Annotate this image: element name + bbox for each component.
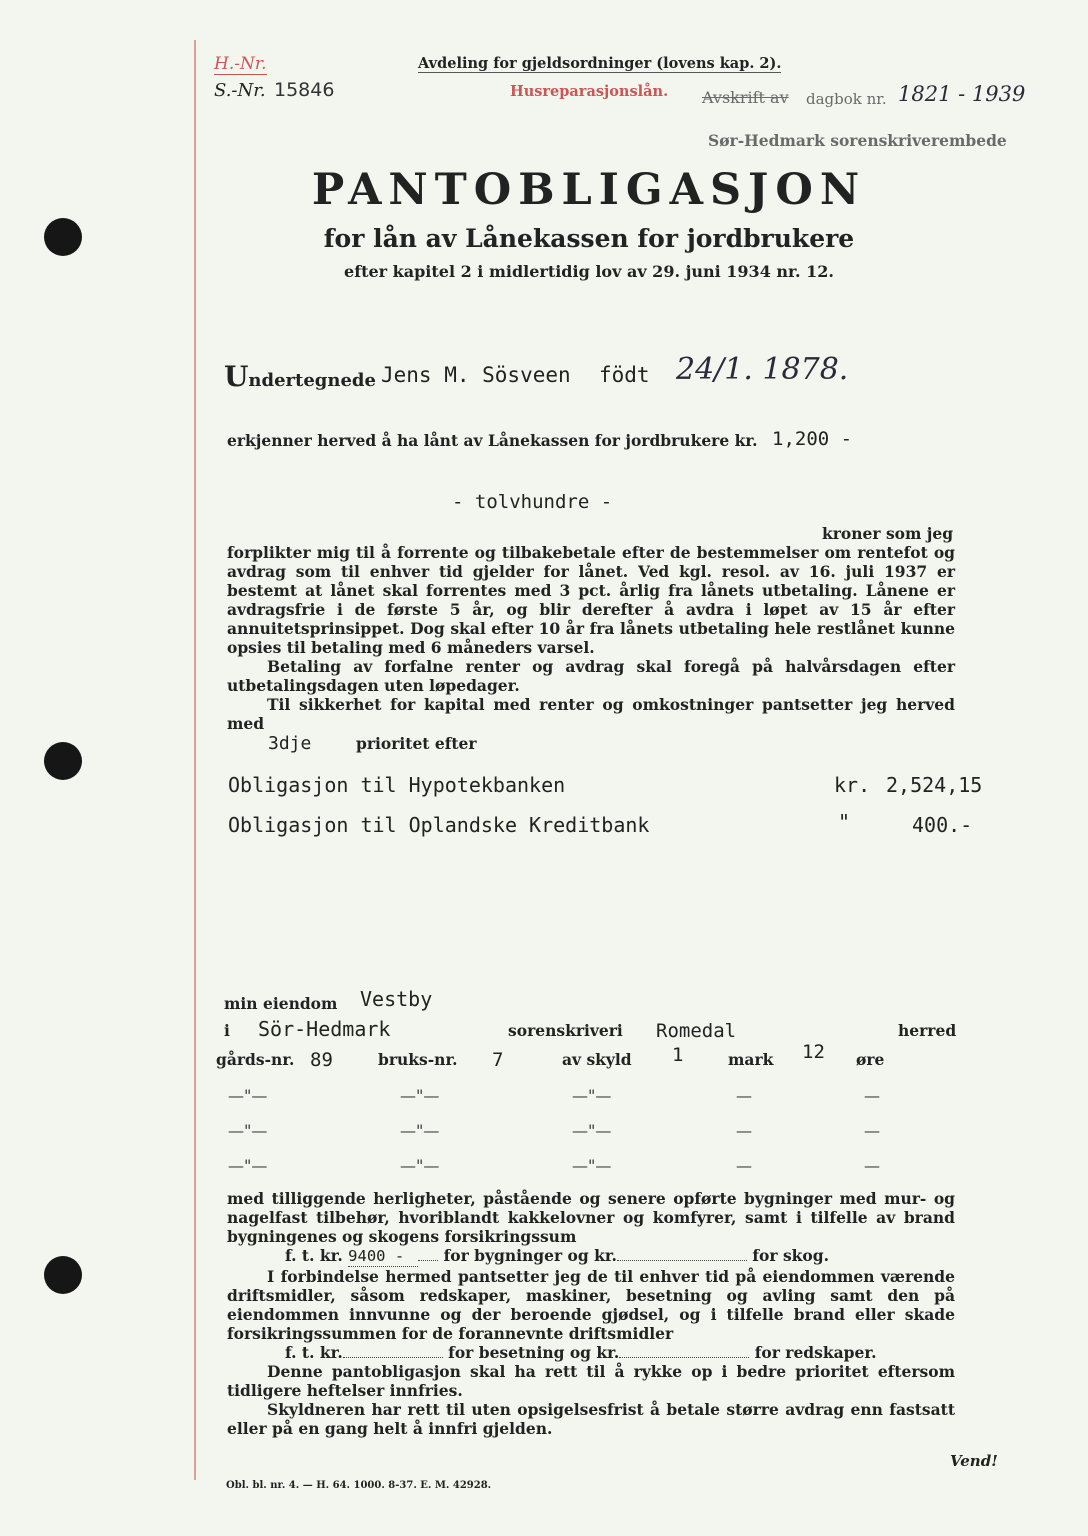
dash-mark: — — [864, 1121, 880, 1140]
s-nr-label: S.-Nr. — [214, 80, 266, 101]
gards-value: 89 — [310, 1049, 333, 1071]
terms-paragraph-1: forplikter mig til å forrente og tilbakebetale efter de bestemmelser om rentefot og avdrag som til enhver tid gjelder for lånet. Ved kgl. resol. av 16. juli 1937 er bestemt at lånet skal forrentes med 3 pct. årlig fra lånets utbetaling. Lånene er avdragsfrie i de første 5 år, og blir derefter å avdra i løpet av 15 år efter annuitetsprinsippet. Dog skal efter 10 år fra lånets utbetaling hele restlånet kunne opsies til betaling med 6 måneders varsel. — [227, 543, 955, 657]
ditto-mark: —"— — [400, 1121, 440, 1140]
priority-item-name: Obligasjon til Hypotekbanken — [228, 773, 566, 797]
priority-rank: 3dje — [268, 733, 312, 754]
s-nr-value: 15846 — [274, 79, 335, 101]
priority-label: prioritet efter — [356, 734, 477, 753]
ditto-mark: —"— — [572, 1086, 612, 1105]
ft-label: f. t. kr. — [285, 1246, 343, 1265]
dash-mark: — — [864, 1156, 880, 1175]
terms-paragraph-3: Til sikkerhet for kapital med renter og omkostninger pantsetter jeg herved med — [227, 695, 955, 733]
dash-mark: — — [864, 1086, 880, 1105]
kroner-text: kroner som jeg — [822, 524, 954, 543]
form-reference: Obl. bl. nr. 4. — H. 64. 1000. 8-37. E. M. 42928. — [226, 1480, 492, 1491]
min-eiendom-label: min eiendom — [224, 994, 338, 1013]
acknowledge-text: erkjenner herved å ha lånt av Lånekassen for jordbrukere kr. — [227, 431, 758, 450]
property-name: Vestby — [360, 987, 433, 1011]
priority-item-amount: 400.- — [912, 813, 973, 837]
dash-mark: — — [736, 1121, 752, 1140]
ditto-mark: —"— — [228, 1086, 268, 1105]
loan-type: Husreparasjonslån. — [510, 83, 669, 100]
livestock-text: for besetning og kr. — [448, 1343, 620, 1362]
dash-mark: — — [736, 1086, 752, 1105]
forest-text: for skog. — [752, 1246, 829, 1265]
document-title: PANTOBLIGASJON — [311, 165, 867, 215]
property-municipality: Romedal — [656, 1020, 737, 1042]
appurtenances-block — [227, 1189, 955, 1438]
vend-label: Vend! — [950, 1452, 998, 1470]
mark-value: 12 — [802, 1041, 825, 1063]
ditto-mark: —"— — [228, 1156, 268, 1175]
debtor-name: Jens M. Sösveen — [381, 363, 571, 387]
tools-text: for redskaper. — [754, 1343, 877, 1362]
ft-value: 9400 - — [348, 1247, 418, 1267]
born-value: 24/1. 1878. — [676, 352, 849, 387]
appurtenances-paragraph-1: med tilliggende herligheter, påstående og senere opførte bygninger med mur- og nagelfast tilbehør, hvoriblandt kakkelovner og komfyrer, samt i tilfelle av brand bygningenes og skogens forsikringssum — [227, 1189, 955, 1246]
bruks-label: bruks-nr. — [378, 1050, 458, 1069]
skyld-label: av skyld — [562, 1050, 632, 1069]
department: Avdeling for gjeldsordninger (lovens kap. 2). — [418, 55, 782, 72]
terms-paragraph-2: Betaling av forfalne renter og avdrag skal foregå på halvårsdagen efter utbetalingsdagen uten løpedager. — [227, 657, 955, 695]
legal-reference: efter kapitel 2 i midlertidig lov av 29. juni 1934 nr. 12. — [344, 262, 834, 281]
born-label: födt — [599, 363, 650, 387]
i-label: i — [224, 1021, 230, 1040]
debtor-label: Undertegnede — [224, 360, 376, 393]
margin-rule — [194, 40, 196, 1480]
ditto-mark: —"— — [400, 1156, 440, 1175]
gards-label: gårds-nr. — [216, 1050, 295, 1069]
dash-mark: — — [736, 1156, 752, 1175]
appurtenances-paragraph-2: I forbindelse hermed pantsetter jeg de til enhver tid på eiendommen værende driftsmidler, såsom redskaper, maskiner, besetning og avling samt den på eiendommen innvunne og der beroende gjødsel, og i tilfelle brand eller skade forsikringssummen for de forannevnte driftsmidler — [227, 1267, 955, 1343]
sorenskriveri-label: sorenskriveri — [508, 1021, 623, 1040]
ditto-mark: —"— — [572, 1121, 612, 1140]
buildings-text: for bygninger og kr. — [443, 1246, 617, 1265]
insurance-buildings-line — [227, 1246, 955, 1267]
office-stamp: Sør-Hedmark sorenskriverembede — [708, 131, 1007, 150]
h-nr-label: H.-Nr. — [214, 54, 267, 74]
dagbok-value: 1821 - 1939 — [898, 82, 1026, 106]
loan-amount-words: - tolvhundre - — [452, 491, 613, 513]
priority-item-name: Obligasjon til Oplandske Kreditbank — [228, 813, 650, 837]
mark-label: mark — [728, 1050, 774, 1069]
ditto-mark: —"— — [572, 1156, 612, 1175]
terms-block — [227, 543, 955, 733]
appurtenances-paragraph-4: Skyldneren har rett til uten opsigelsesfrist å betale større avdrag enn fastsatt eller på en gang helt å innfri gjelden. — [227, 1400, 955, 1438]
insurance-equipment-line — [227, 1343, 955, 1362]
loan-amount: 1,200 - — [772, 428, 853, 450]
appurtenances-paragraph-3: Denne pantobligasjon skal ha rett til å rykke op i bedre prioritet eftersom tidligere heftelser innfries. — [227, 1362, 955, 1400]
transcript-label: Avskrift av — [702, 88, 789, 107]
bruks-value: 7 — [492, 1049, 504, 1071]
ditto-mark: —"— — [400, 1086, 440, 1105]
ft2-label: f. t. kr. — [285, 1343, 343, 1362]
punch-hole — [44, 1256, 82, 1294]
property-district: Sör-Hedmark — [258, 1017, 391, 1041]
priority-item-prefix: kr. — [834, 773, 871, 797]
herred-label: herred — [898, 1021, 957, 1040]
document-subtitle: for lån av Lånekassen for jordbrukere — [323, 224, 855, 253]
priority-item-prefix: " — [838, 810, 851, 834]
dagbok-label: dagbok nr. — [806, 90, 887, 108]
ditto-mark: —"— — [228, 1121, 268, 1140]
skyld-value: 1 — [672, 1044, 684, 1066]
ore-label: øre — [856, 1050, 885, 1069]
priority-item-amount: 2,524,15 — [886, 773, 983, 797]
punch-hole — [44, 742, 82, 780]
